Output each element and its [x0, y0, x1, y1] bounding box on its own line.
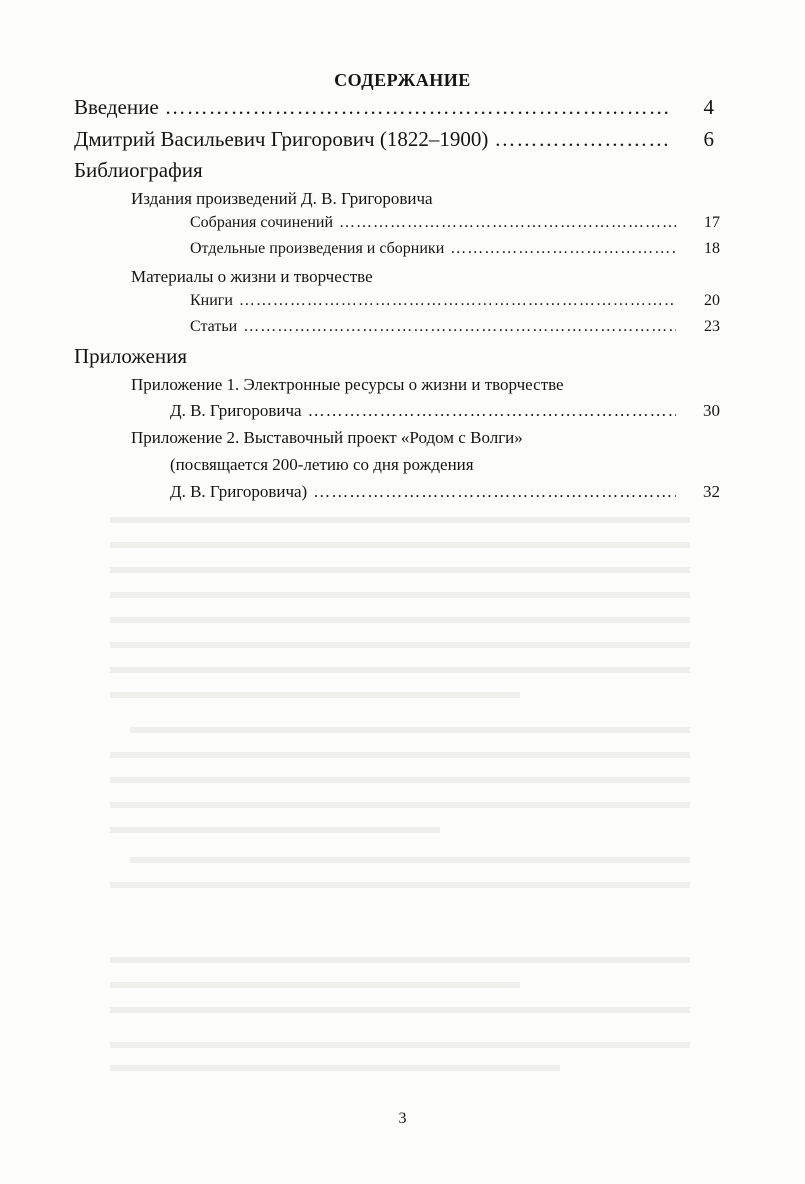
bleed-through-text	[110, 380, 113, 395]
toc-entry-text: Д. В. Григоровича	[170, 401, 302, 420]
toc-entry-page: 32	[703, 482, 720, 501]
leader-dots	[313, 482, 676, 502]
toc-entry-text: Статьи	[190, 318, 238, 335]
toc-section-bibliography: Библиография	[74, 158, 203, 182]
toc-entry-text: Отдельные произведения и сборники	[190, 240, 445, 257]
toc-entry-collected-works	[190, 214, 720, 232]
toc-entry-page: 17	[704, 214, 720, 231]
toc-entry-books	[190, 292, 720, 310]
toc-entry-page: 6	[703, 127, 714, 151]
toc-entry-page: 20	[704, 292, 720, 309]
leader-dots	[239, 292, 676, 310]
toc-entry-introduction	[74, 95, 714, 120]
toc-entry-appendix-2: Приложение 2. Выставочный проект «Родом с Волги»	[131, 428, 523, 447]
toc-entry-articles	[190, 318, 720, 336]
leader-dots	[339, 214, 676, 232]
toc-entry-separate-works	[190, 240, 720, 258]
toc-title: СОДЕРЖАНИЕ	[334, 70, 471, 90]
leader-dots	[450, 240, 676, 258]
toc-subsection-materials: Материалы о жизни и творчестве	[131, 267, 373, 286]
toc-section-appendices: Приложения	[74, 344, 188, 368]
toc-entry-page: 30	[703, 401, 720, 420]
leader-dots	[165, 95, 670, 120]
leader-dots	[308, 401, 676, 421]
leader-dots	[494, 127, 670, 152]
toc-entry-page: 23	[704, 318, 720, 335]
toc-entry-text: Книги	[190, 292, 233, 309]
toc-entry-appendix-1: Приложение 1. Электронные ресурсы о жизни и творчестве	[131, 375, 564, 394]
toc-entry-text: Введение	[74, 95, 159, 119]
toc-entry-text: Собрания сочинений	[190, 214, 334, 231]
toc-entry-text: Д. В. Григоровича)	[170, 482, 308, 501]
toc-entry-appendix-2-cont	[170, 482, 720, 502]
toc-entry-text: Дмитрий Васильевич Григорович (1822–1900)	[74, 127, 489, 151]
toc-entry-page: 18	[704, 240, 720, 257]
page-number: 3	[398, 1110, 407, 1127]
toc-entry-page: 4	[703, 95, 714, 119]
toc-subsection-editions: Издания произведений Д. В. Григоровича	[131, 189, 433, 208]
leader-dots	[243, 318, 676, 336]
toc-entry-appendix-1-cont	[170, 401, 720, 421]
toc-entry-appendix-2-subtitle: (посвящается 200-летию со дня рождения	[170, 455, 474, 474]
toc-entry-grigorovich	[74, 127, 714, 152]
